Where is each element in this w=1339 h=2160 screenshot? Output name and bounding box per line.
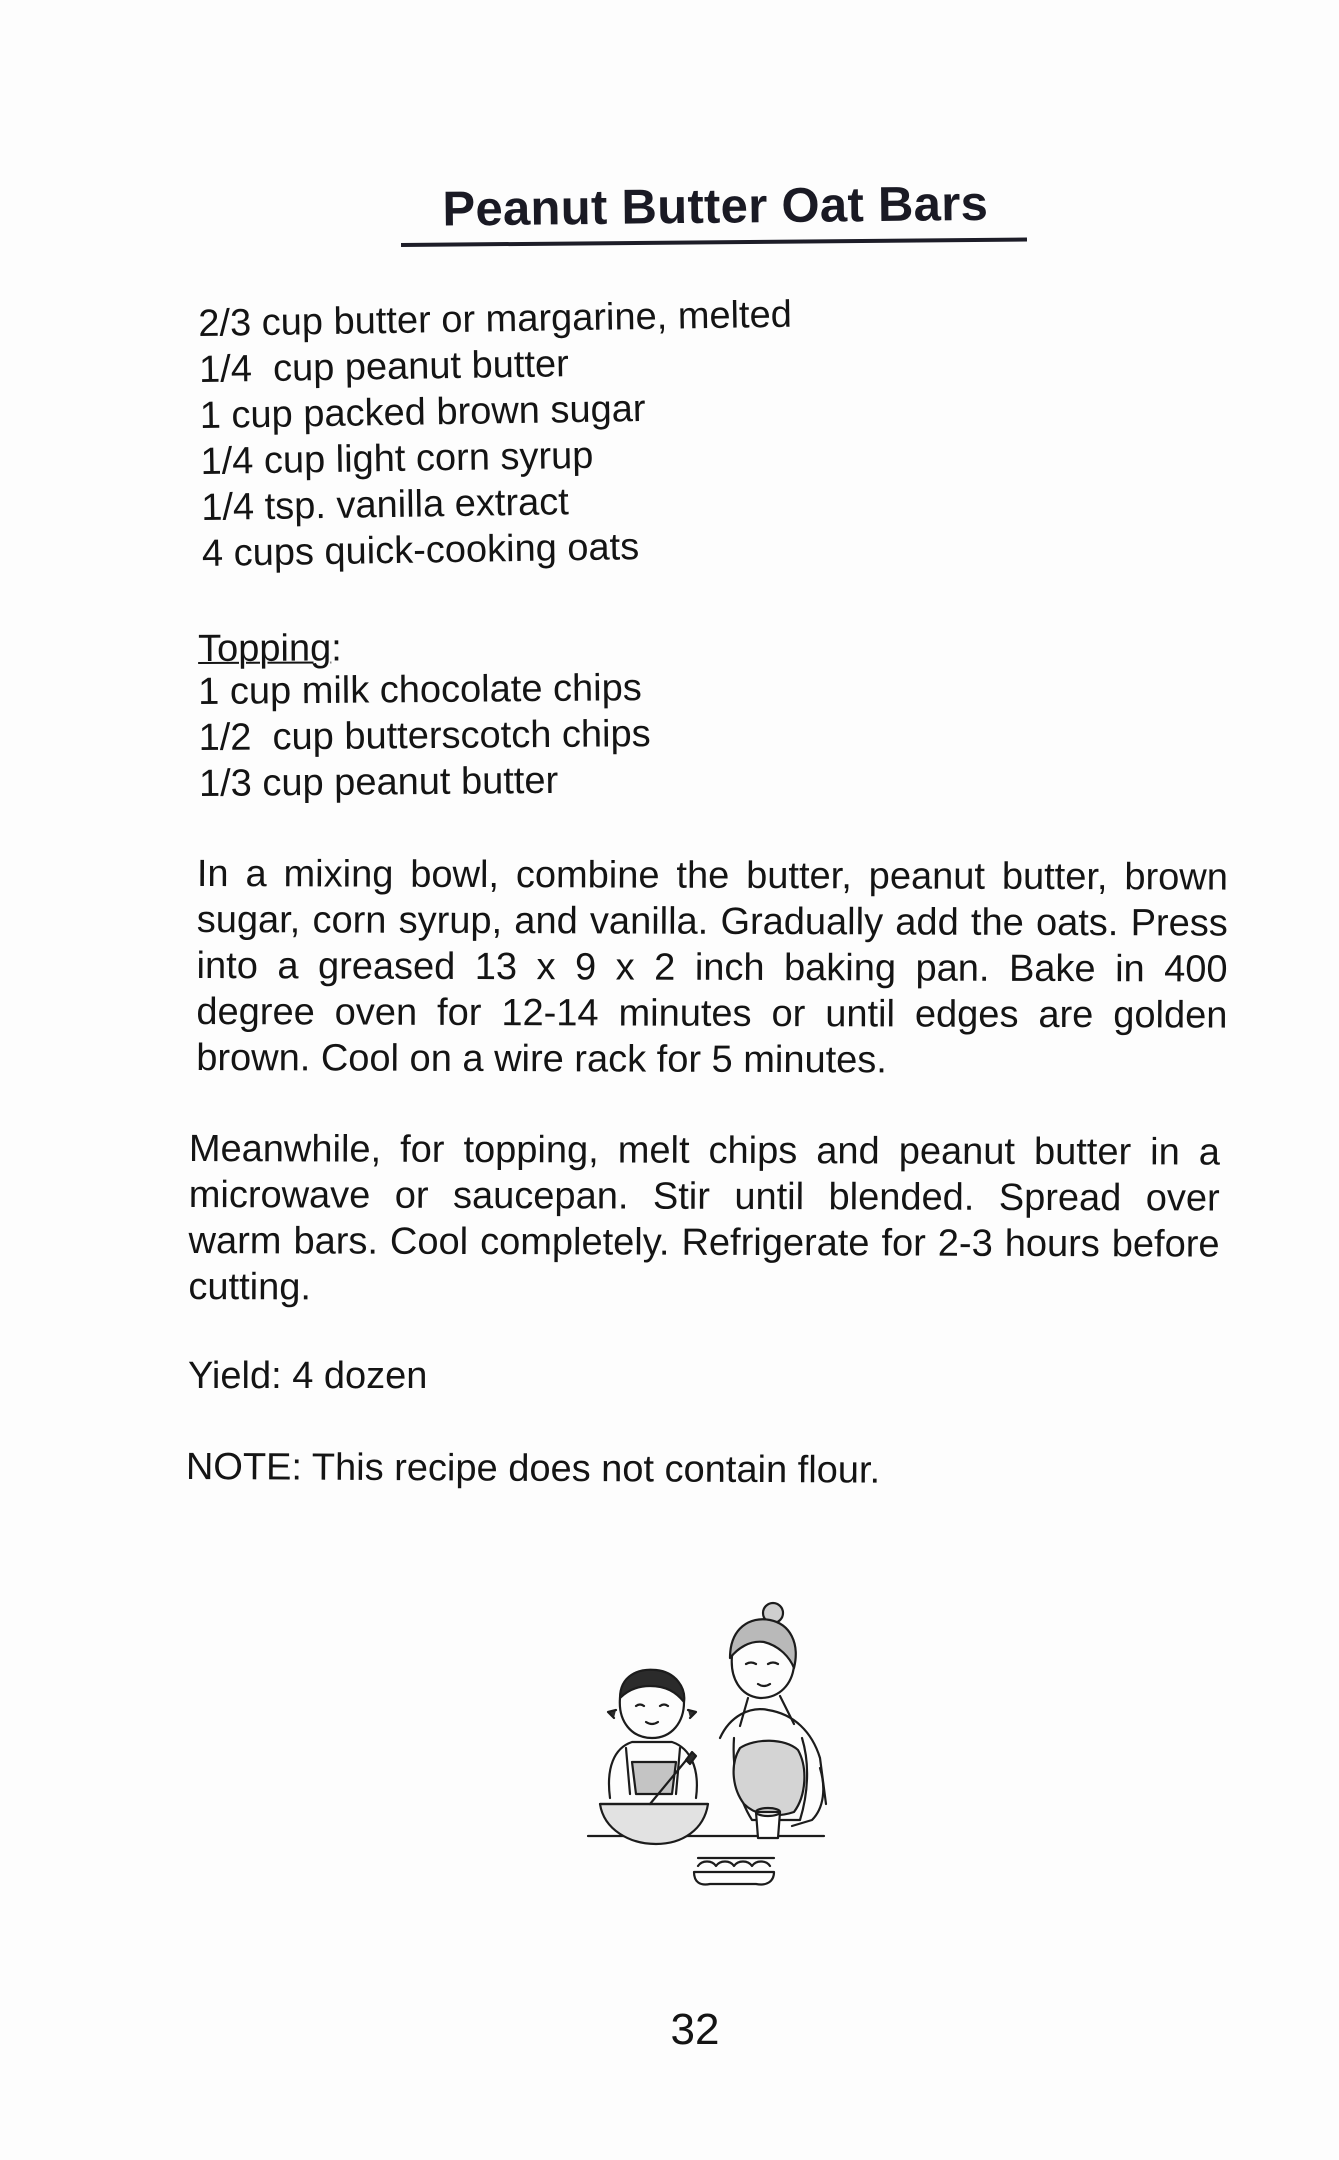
ingredient-item: 1/4 cup light corn syrup [200, 434, 594, 483]
topping-heading-colon: : [331, 627, 342, 670]
topping-ingredient-list [198, 661, 1099, 807]
ingredient-item: 1 cup packed brown sugar [199, 387, 646, 437]
recipe-note: NOTE: This recipe does not contain flour. [185, 1446, 881, 1492]
topping-heading [198, 625, 342, 672]
topping-ingredient-item: 1/3 cup peanut butter [198, 759, 559, 805]
ingredient-list [198, 287, 1102, 577]
topping-ingredient-item: 1/2 cup butterscotch chips [198, 713, 651, 759]
topping-ingredient-item: 1 cup milk chocolate chips [198, 667, 642, 713]
ingredient-item: 1/4 tsp. vanilla extract [200, 481, 570, 529]
topping-directions-paragraph: Meanwhile, for topping, melt chips and peanut butter in a microwave or saucepan. Stir until blended. Spread over warm bars. Cool completely. Refrigerate for 2-3 hours before cutting. [188, 1128, 1220, 1309]
ingredient-item: 1/4 cup peanut butter [198, 343, 570, 391]
recipe-yield: Yield: 4 dozen [188, 1355, 428, 1397]
mother-and-child-baking-illustration [580, 1598, 832, 1890]
directions-paragraph: In a mixing bowl, combine the butter, peanut butter, brown sugar, corn syrup, and vanilla. Gradually add the oats. Press into a greased 13 x 9 x 2 inch baking pan. Bake in 400 degree oven for 12-14 minutes or until edges are golden brown. Cool on a wire rack for 5 minutes. [196, 853, 1228, 1082]
ingredient-item: 2/3 cup butter or margarine, melted [198, 293, 793, 345]
ingredient-item: 4 cups quick-cooking oats [201, 526, 640, 575]
page-number: 32 [670, 2005, 720, 2054]
topping-heading-label: Topping [198, 627, 332, 670]
recipe-title: Peanut Butter Oat Bars [442, 176, 989, 237]
title-underline [401, 238, 1027, 247]
